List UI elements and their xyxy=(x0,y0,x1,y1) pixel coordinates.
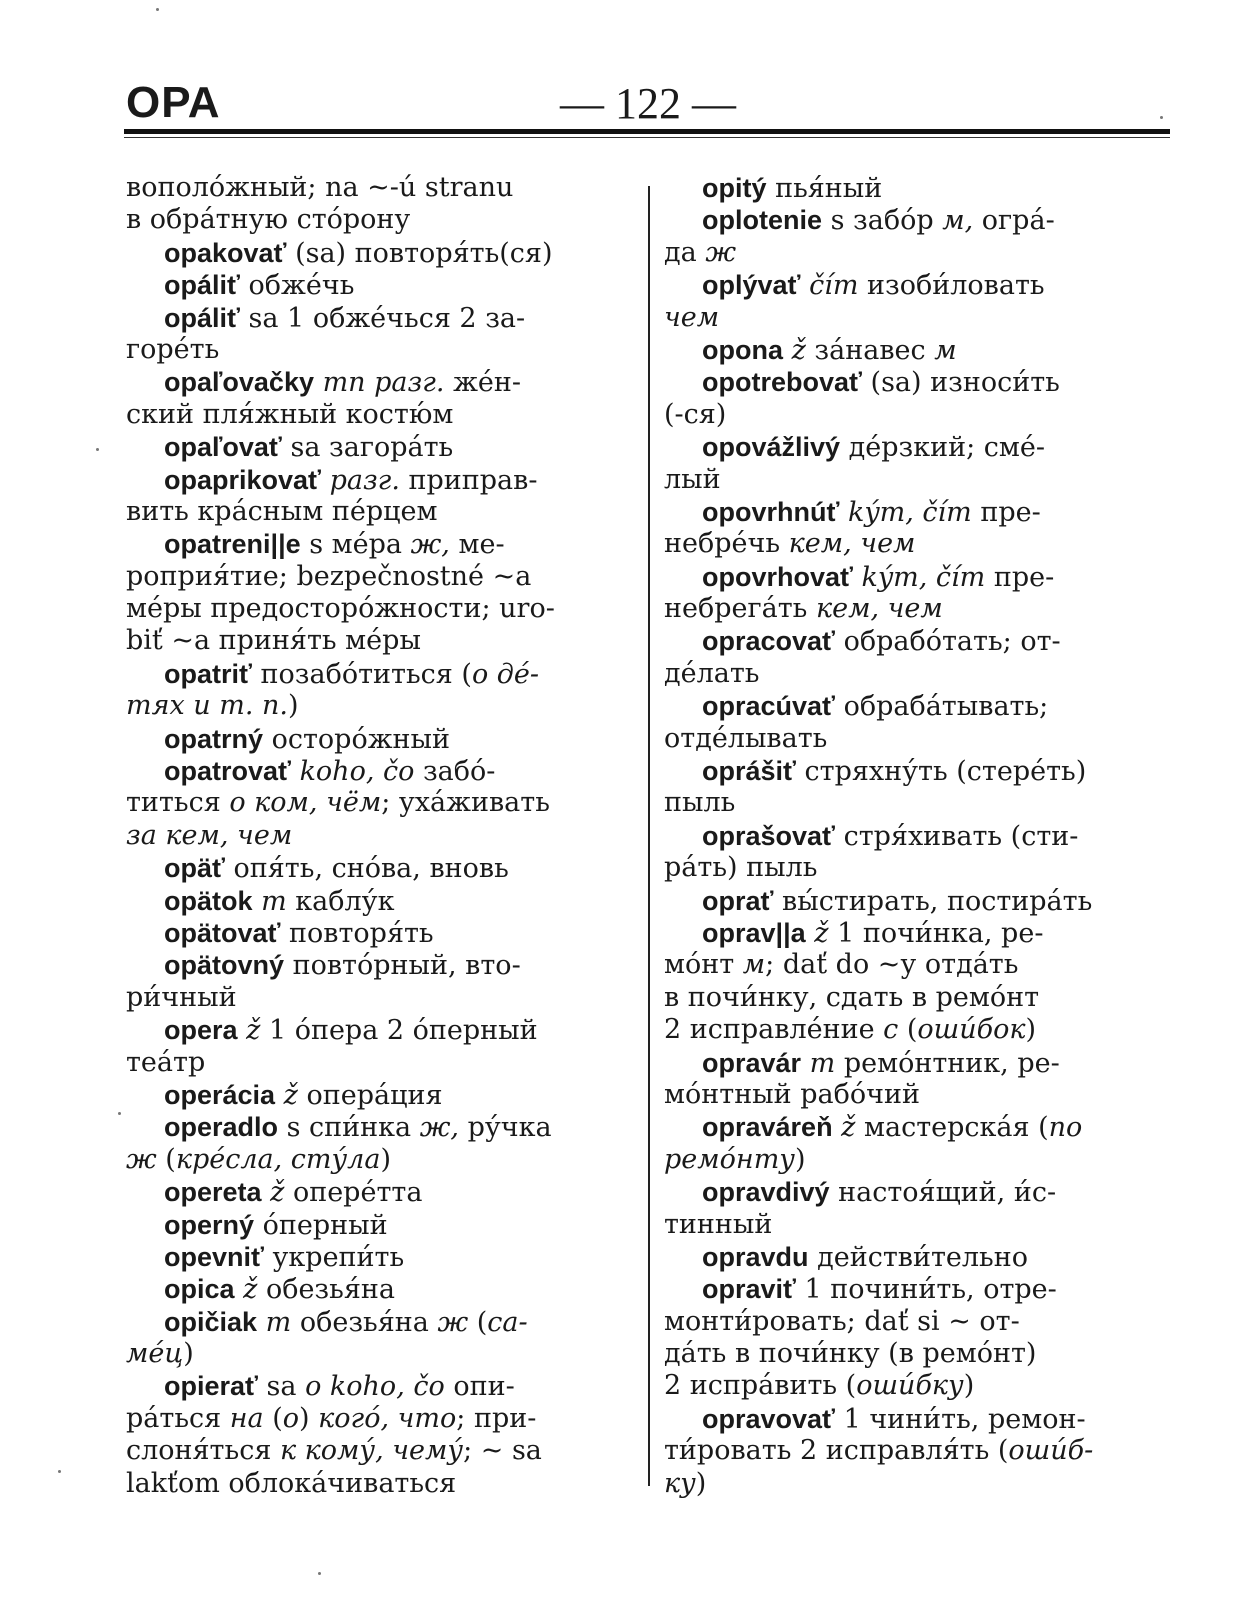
entry-text: да́ть в почи́нку (в ремо́нт) xyxy=(664,1338,1037,1370)
headword: opica xyxy=(164,1274,235,1305)
entry-text: пья́ный xyxy=(766,173,883,204)
entry-line xyxy=(126,366,632,398)
entry-text xyxy=(235,1274,244,1305)
entry-text: небрега́ть xyxy=(664,593,816,625)
entry-text: ) xyxy=(299,1402,319,1434)
headword: opracúvať xyxy=(702,691,835,722)
entry-text: повторя́ть xyxy=(280,917,434,949)
entry-text: ри́чный xyxy=(126,981,237,1013)
grammar-label: к кому́, чему́ xyxy=(279,1435,464,1467)
scan-speck xyxy=(58,1470,61,1473)
entry-text xyxy=(801,1048,810,1079)
headword: opracovať xyxy=(702,626,835,657)
entry-text: горе́ть xyxy=(126,333,220,365)
entry-text: ра́ться xyxy=(126,1402,230,1434)
entry-line xyxy=(126,1079,632,1111)
entry-text: повто́рный, вто- xyxy=(284,950,521,982)
guide-word: ОРА xyxy=(126,78,221,127)
grammar-label: ку xyxy=(664,1467,696,1499)
grammar-label: м xyxy=(742,949,766,981)
entry-text: ) xyxy=(1025,1014,1037,1046)
entry-text: да xyxy=(664,236,706,268)
headword: opevniť xyxy=(164,1241,264,1272)
grammar-label: o koho, čo xyxy=(305,1371,445,1403)
entry-text: лый xyxy=(664,463,721,495)
scan-speck xyxy=(156,8,159,11)
entry-text: 1 почи́нка, ре- xyxy=(828,917,1044,949)
entry-text: 1 чини́ть, ремон- xyxy=(834,1403,1086,1435)
entry-line xyxy=(664,172,1168,204)
column-divider xyxy=(648,186,650,1486)
entry-text xyxy=(806,918,815,949)
continuation-line xyxy=(126,1468,632,1500)
entry-line xyxy=(126,528,632,560)
page-number: — 122 — xyxy=(560,79,736,128)
entry-text: вополо́жный; na ~-ú stranu xyxy=(126,172,514,203)
entry-text xyxy=(321,465,330,496)
continuation-line xyxy=(126,625,632,657)
headword: opatrný xyxy=(164,723,264,754)
entry-text: ; ~ sa xyxy=(463,1435,542,1467)
headword: oprav||a xyxy=(702,917,806,948)
continuation-line xyxy=(664,982,1168,1014)
grammar-label: kým, čím xyxy=(848,496,972,528)
headword: opakovať xyxy=(164,237,287,268)
grammar-label: m xyxy=(265,1306,292,1338)
entry-text: монти́ровать; dať si ~ от- xyxy=(664,1305,1020,1337)
entry-line xyxy=(664,204,1168,236)
entry-line xyxy=(126,852,632,884)
grammar-label: čím xyxy=(809,270,859,302)
continuation-line xyxy=(664,723,1168,755)
entry-text: ; уха́живать xyxy=(381,787,550,819)
grammar-label: ž xyxy=(246,1015,261,1047)
continuation-line xyxy=(126,982,632,1014)
grammar-label: са- xyxy=(487,1306,528,1338)
entry-text: титься xyxy=(126,787,230,819)
grammar-label: ж xyxy=(126,1143,157,1175)
headword: opatreni||e xyxy=(164,529,301,560)
entry-text: стряхну́ть (стере́ть) xyxy=(795,756,1087,788)
entry-text: тинный xyxy=(664,1208,773,1240)
entry-line xyxy=(126,464,632,496)
entry-text: де́рзкий; сме́- xyxy=(840,432,1046,464)
entry-text: мо́нтный рабо́чий xyxy=(664,1078,920,1110)
entry-text: каблу́к xyxy=(286,885,395,917)
headword: opaprikovať xyxy=(164,464,321,495)
grammar-label: тях и т. п. xyxy=(126,690,288,722)
grammar-label: m xyxy=(809,1047,836,1079)
entry-text: за́навес xyxy=(805,334,935,366)
entry-line xyxy=(664,1241,1168,1273)
entry-text xyxy=(275,1080,284,1111)
entry-text xyxy=(257,1307,266,1338)
grammar-label: кем, чем xyxy=(788,528,916,560)
entry-text: отде́лывать xyxy=(664,722,828,754)
entry-text: вить кра́сным пе́рцем xyxy=(126,495,438,527)
continuation-line xyxy=(126,172,632,204)
entry-line xyxy=(126,723,632,755)
entry-line xyxy=(664,431,1168,463)
headword: operácia xyxy=(164,1079,276,1110)
grammar-label: с xyxy=(883,1014,899,1046)
headword: opáliť xyxy=(164,302,240,333)
entry-text: ( xyxy=(156,1143,176,1175)
grammar-label: оши́бку xyxy=(856,1370,964,1402)
grammar-label: оши́бок xyxy=(917,1014,1026,1046)
headword: opierať xyxy=(164,1371,258,1402)
continuation-line xyxy=(664,1014,1168,1046)
grammar-label: ž xyxy=(243,1274,258,1306)
entry-text: ) xyxy=(380,1143,392,1175)
scan-speck xyxy=(318,1572,321,1575)
continuation-line xyxy=(126,204,632,236)
headword: opravár xyxy=(702,1047,802,1078)
continuation-line xyxy=(664,1370,1168,1402)
continuation-line xyxy=(664,1468,1168,1500)
continuation-line xyxy=(664,528,1168,560)
continuation-line xyxy=(126,399,632,431)
headword: opatrovať xyxy=(164,756,291,787)
entry-text: позабо́титься ( xyxy=(251,658,472,690)
grammar-label: ремо́нту xyxy=(664,1143,795,1175)
entry-text: пыль xyxy=(664,787,736,819)
entry-text: sa загора́ть xyxy=(281,432,454,464)
entry-text: s спи́нка xyxy=(278,1112,420,1144)
entry-line xyxy=(126,431,632,463)
scan-speck xyxy=(118,1112,121,1115)
continuation-line xyxy=(664,1209,1168,1241)
entry-line xyxy=(126,237,632,269)
grammar-label: ж xyxy=(705,236,737,268)
headword: opätovať xyxy=(164,917,281,948)
entry-text: мо́нт xyxy=(664,949,743,981)
entry-text: ) xyxy=(695,1467,707,1499)
entry-text: ме́ры предосторо́жности; uro- xyxy=(126,593,555,625)
entry-line xyxy=(664,625,1168,657)
entry-text: опя́ть, сно́ва, вновь xyxy=(224,853,509,885)
continuation-line xyxy=(126,690,632,722)
entry-text: ти́ровать 2 исправля́ть ( xyxy=(664,1435,1009,1467)
entry-line xyxy=(126,1241,632,1273)
grammar-label: на xyxy=(229,1402,264,1434)
entry-text: (-ся) xyxy=(664,398,727,430)
grammar-label: м, xyxy=(942,205,974,237)
entry-text: обраба́тывать; xyxy=(834,691,1049,723)
entry-text: 2 испра́вить ( xyxy=(664,1370,857,1402)
entry-text: s ме́ра xyxy=(300,529,411,561)
entry-text: опи- xyxy=(444,1371,515,1403)
continuation-line xyxy=(126,1403,632,1435)
right-column xyxy=(664,172,1168,1500)
entry-text: ; при- xyxy=(456,1402,537,1434)
continuation-line xyxy=(126,561,632,593)
entry-text: же́н- xyxy=(444,367,522,399)
entry-text: sa 1 обже́чься 2 за- xyxy=(239,302,526,334)
entry-text: ремо́нтник, ре- xyxy=(835,1047,1060,1079)
entry-text: обезья́на xyxy=(291,1306,438,1338)
entry-text: ский пля́жный костю́м xyxy=(126,398,454,430)
grammar-label: ž xyxy=(283,1079,298,1111)
entry-text: забо́- xyxy=(414,756,496,788)
continuation-line xyxy=(664,399,1168,431)
headword: opona xyxy=(702,334,783,365)
entry-text xyxy=(291,756,300,787)
entry-text xyxy=(853,562,862,593)
entry-text: огра́- xyxy=(973,205,1055,237)
headword: opaľovačky xyxy=(164,367,314,398)
entry-line xyxy=(664,755,1168,787)
headword: oplotenie xyxy=(702,205,822,236)
entry-line xyxy=(126,1273,632,1305)
entry-text: обрабо́тать; от- xyxy=(834,626,1061,658)
entry-text: ме- xyxy=(449,529,505,561)
entry-line xyxy=(664,496,1168,528)
entry-line xyxy=(664,269,1168,301)
scan-speck xyxy=(96,448,99,451)
headword: opatriť xyxy=(164,658,252,689)
headword: opäť xyxy=(164,853,225,884)
headword: opotrebovať xyxy=(702,367,862,398)
entry-line xyxy=(664,690,1168,722)
headword: opraváreň xyxy=(702,1112,833,1143)
grammar-label: koho, čo xyxy=(299,756,415,788)
header-rule-thin xyxy=(124,137,1170,138)
entry-text: ( xyxy=(468,1306,488,1338)
entry-text: (sa) износи́ть xyxy=(861,367,1060,399)
continuation-line xyxy=(126,1435,632,1467)
entry-text: ) xyxy=(183,1338,194,1370)
entry-text: укрепи́ть xyxy=(263,1241,405,1273)
headword: operný xyxy=(164,1209,255,1240)
continuation-line xyxy=(664,1306,1168,1338)
entry-text: о́перный xyxy=(254,1209,388,1241)
headword: opravdivý xyxy=(702,1177,830,1208)
entry-line xyxy=(664,820,1168,852)
entry-line xyxy=(126,1111,632,1143)
entry-text: роприя́тие; bezpečnostné ~а xyxy=(126,560,532,592)
entry-text: действи́тельно xyxy=(808,1241,1028,1273)
entry-text: небре́чь xyxy=(664,528,789,560)
continuation-line xyxy=(126,1144,632,1176)
entry-line xyxy=(126,1014,632,1046)
headword: opaľovať xyxy=(164,432,282,463)
continuation-line xyxy=(664,237,1168,269)
entry-text: (sa) повторя́ть(ся) xyxy=(286,237,553,269)
grammar-label: kým, čím xyxy=(861,561,986,593)
entry-text: ; dať do ~у отда́ть xyxy=(765,949,1019,981)
entry-text: ( xyxy=(263,1402,283,1434)
entry-line xyxy=(126,1306,632,1338)
entry-text: де́лать xyxy=(664,657,760,689)
grammar-label: ž xyxy=(791,334,806,366)
grammar-label: кем, чем xyxy=(815,593,943,625)
headword: oplývať xyxy=(702,270,801,301)
entry-text: мастерска́я ( xyxy=(855,1112,1049,1144)
entry-text xyxy=(839,497,848,528)
entry-text: опере́тта xyxy=(284,1177,423,1209)
continuation-line xyxy=(664,1338,1168,1370)
continuation-line xyxy=(126,787,632,819)
continuation-line xyxy=(126,820,632,852)
continuation-line xyxy=(664,464,1168,496)
entry-text: в обра́тную сто́рону xyxy=(126,204,411,236)
entry-line xyxy=(126,658,632,690)
continuation-line xyxy=(664,593,1168,625)
entry-line xyxy=(664,561,1168,593)
grammar-label: ме́ц xyxy=(126,1338,184,1370)
grammar-label: о де́- xyxy=(471,658,540,690)
grammar-label: m xyxy=(261,885,287,917)
grammar-label: ž xyxy=(814,917,829,949)
headword: oprášiť xyxy=(702,756,796,787)
entry-text: пре- xyxy=(971,496,1041,528)
entry-text: пре- xyxy=(985,561,1055,593)
continuation-line xyxy=(126,593,632,625)
grammar-label: кого́, что xyxy=(318,1402,457,1434)
headword: opätok xyxy=(164,885,253,916)
grammar-label: ž xyxy=(841,1112,856,1144)
entry-text: 1 почини́ть, отре- xyxy=(795,1274,1057,1306)
entry-line xyxy=(664,1176,1168,1208)
continuation-line xyxy=(664,949,1168,981)
grammar-label: о xyxy=(282,1402,300,1434)
scan-speck xyxy=(1160,116,1163,119)
entry-line xyxy=(664,917,1168,949)
entry-text: обже́чь xyxy=(239,270,355,302)
grammar-label: м xyxy=(934,334,957,366)
headword: opáliť xyxy=(164,270,240,301)
headword: opovrhnúť xyxy=(702,496,840,527)
continuation-line xyxy=(126,496,632,528)
entry-line xyxy=(664,366,1168,398)
entry-text: настоя́щий, и́с- xyxy=(829,1177,1057,1209)
grammar-label: mn разг. xyxy=(322,367,445,399)
entry-line xyxy=(126,917,632,949)
entry-text xyxy=(783,335,792,366)
entry-line xyxy=(126,1209,632,1241)
grammar-label: кре́сла, сту́ла xyxy=(175,1143,381,1175)
continuation-line xyxy=(664,852,1168,884)
entry-line xyxy=(126,1176,632,1208)
entry-text: ра́ть) пыль xyxy=(664,852,818,884)
entry-text xyxy=(800,270,809,301)
continuation-line xyxy=(664,658,1168,690)
entry-text: lakťom облока́чиваться xyxy=(126,1467,457,1499)
entry-text: ру́чка xyxy=(458,1112,552,1144)
entry-text: изоби́ловать xyxy=(858,270,1045,302)
grammar-label: о ком, чём xyxy=(229,787,382,819)
entry-text xyxy=(833,1112,842,1143)
entry-text: слоня́ться xyxy=(126,1435,280,1467)
entry-text: обезья́на xyxy=(257,1274,395,1306)
continuation-line xyxy=(664,1079,1168,1111)
continuation-line xyxy=(664,1144,1168,1176)
grammar-label: за кем, чем xyxy=(126,819,293,851)
headword: opitý xyxy=(702,173,767,203)
entry-text: вы́стирать, постира́ть xyxy=(773,885,1093,917)
entry-line xyxy=(126,885,632,917)
entry-text: ) xyxy=(288,690,299,722)
entry-text: теа́тр xyxy=(126,1046,206,1078)
continuation-line xyxy=(126,334,632,366)
entry-line xyxy=(126,269,632,301)
headword: opovážlivý xyxy=(702,432,841,463)
headword: opätovný xyxy=(164,950,285,981)
entry-line xyxy=(126,1370,632,1402)
headword: opovrhovať xyxy=(702,561,853,592)
entry-line xyxy=(664,1403,1168,1435)
continuation-line xyxy=(664,302,1168,334)
left-column xyxy=(126,172,632,1500)
entry-text xyxy=(262,1177,271,1208)
headword: opraviť xyxy=(702,1274,796,1305)
grammar-label: ж, xyxy=(419,1112,459,1144)
entry-line xyxy=(664,334,1168,366)
entry-line xyxy=(664,1273,1168,1305)
headword: opravdu xyxy=(702,1241,809,1272)
grammar-label: ж, xyxy=(410,529,450,561)
entry-text xyxy=(314,367,323,398)
grammar-label: по xyxy=(1048,1112,1083,1144)
entry-text: приправ- xyxy=(399,464,538,496)
entry-text: sa xyxy=(257,1371,306,1403)
entry-line xyxy=(126,755,632,787)
headword: opičiak xyxy=(164,1306,258,1337)
entry-text: осторо́жный xyxy=(263,723,451,755)
entry-text: 2 исправле́ние xyxy=(664,1014,884,1046)
entry-text: опера́ция xyxy=(297,1079,443,1111)
entry-text: ) xyxy=(794,1143,806,1175)
grammar-label: ž xyxy=(270,1177,285,1209)
entry-text: biť ~а приня́ть ме́ры xyxy=(126,625,421,657)
headword: opera xyxy=(164,1015,238,1046)
continuation-line xyxy=(664,787,1168,819)
headword: oprašovať xyxy=(702,820,835,851)
entry-line xyxy=(126,949,632,981)
entry-line xyxy=(664,885,1168,917)
continuation-line xyxy=(126,1338,632,1370)
entry-text: в почи́нку, сдать в ремо́нт xyxy=(664,981,1040,1013)
grammar-label: оши́б- xyxy=(1008,1435,1094,1467)
entry-text: стря́хивать (сти- xyxy=(834,820,1079,852)
entry-text xyxy=(253,886,262,917)
grammar-label: ж xyxy=(437,1306,469,1338)
headword: opravovať xyxy=(702,1403,835,1434)
entry-line xyxy=(126,302,632,334)
grammar-label: чем xyxy=(664,301,720,333)
entry-line xyxy=(664,1111,1168,1143)
headword: operadlo xyxy=(164,1112,279,1143)
entry-text: ( xyxy=(898,1014,918,1046)
header-rule xyxy=(124,129,1170,134)
continuation-line xyxy=(126,1047,632,1079)
continuation-line xyxy=(664,1435,1168,1467)
entry-text: s забо́р xyxy=(822,205,943,237)
entry-text: ) xyxy=(963,1370,975,1402)
headword: oprať xyxy=(702,885,774,916)
grammar-label: разг. xyxy=(329,464,400,496)
entry-text xyxy=(238,1015,247,1046)
entry-text: 1 о́пера 2 о́перный xyxy=(260,1015,538,1047)
headword: opereta xyxy=(164,1177,262,1208)
entry-line xyxy=(664,1047,1168,1079)
